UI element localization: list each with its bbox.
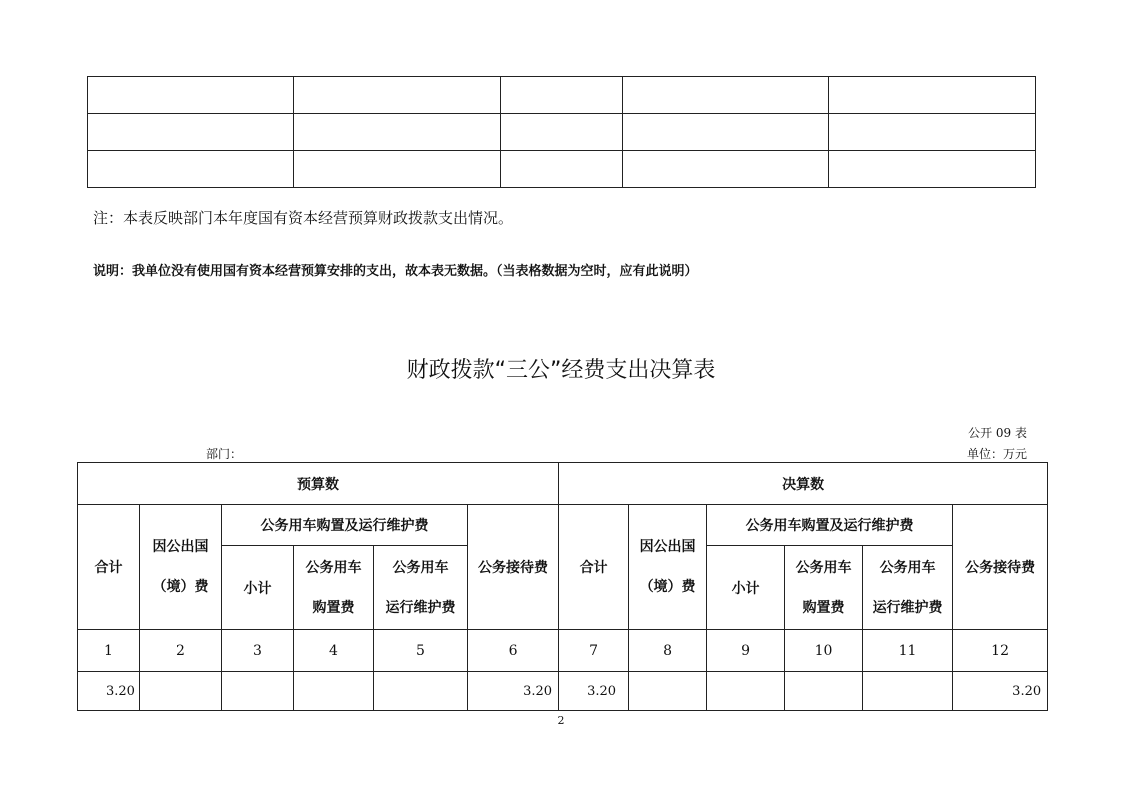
explanation-text: 说明：我单位没有使用国有资本经营预算安排的支出，故本表无数据。（当表格数据为空时，应有此说明） [93, 264, 698, 279]
column-number: 2 [140, 630, 222, 672]
column-number: 12 [953, 630, 1048, 672]
column-number: 4 [294, 630, 374, 672]
value-cell [863, 672, 953, 711]
department-label: 部门： [206, 447, 243, 461]
purchase-line1: 公务用车 [795, 559, 852, 576]
final-header: 决算数 [559, 463, 1048, 505]
value-cell [294, 672, 374, 711]
abroad-header [629, 505, 707, 630]
value-cell: 3.20 [559, 672, 629, 711]
value-cell: 3.20 [953, 672, 1048, 711]
empty-table [87, 76, 1036, 188]
value-cell [629, 672, 707, 711]
value-cell [785, 672, 863, 711]
abroad-line1: 因公出国 [152, 539, 209, 555]
table-row [88, 77, 1036, 114]
vehicle-group-header: 公务用车购置及运行维护费 [222, 505, 468, 546]
header-row [78, 505, 1048, 546]
column-number: 1 [78, 630, 140, 672]
operation-line2: 运行维护费 [385, 599, 456, 616]
abroad-line1: 因公出国 [639, 539, 696, 555]
operation-line1: 公务用车 [392, 559, 449, 576]
operation-header [374, 546, 468, 630]
total-header: 合计 [559, 505, 629, 630]
abroad-line2: （境）费 [152, 579, 209, 595]
reception-header: 公务接待费 [953, 505, 1048, 630]
column-number-row [78, 630, 1048, 672]
column-number: 7 [559, 630, 629, 672]
value-cell [707, 672, 785, 711]
budget-header: 预算数 [78, 463, 559, 505]
form-number: 公开 09 表 [968, 426, 1027, 440]
column-number: 3 [222, 630, 294, 672]
purchase-header [294, 546, 374, 630]
page-title: 财政拨款“三公”经费支出决算表 [406, 358, 716, 383]
column-number: 8 [629, 630, 707, 672]
abroad-line2: （境）费 [639, 579, 696, 595]
table-note: 注：本表反映部门本年度国有资本经营预算财政拨款支出情况。 [93, 209, 514, 227]
purchase-line2: 购置费 [312, 599, 355, 616]
header-row [78, 463, 1048, 505]
value-cell [140, 672, 222, 711]
purchase-line2: 购置费 [802, 599, 845, 616]
column-number: 5 [374, 630, 468, 672]
value-cell: 3.20 [468, 672, 559, 711]
page-number: 2 [557, 714, 565, 727]
column-number: 11 [863, 630, 953, 672]
purchase-header [785, 546, 863, 630]
table-row [88, 151, 1036, 188]
operation-header [863, 546, 953, 630]
operation-line2: 运行维护费 [872, 599, 943, 616]
abroad-header [140, 505, 222, 630]
subtotal-header: 小计 [222, 546, 294, 630]
purchase-line1: 公务用车 [305, 559, 362, 576]
operation-line1: 公务用车 [879, 559, 936, 576]
expenditure-table [77, 462, 1048, 711]
unit-label: 单位：万元 [966, 447, 1027, 461]
value-cell [374, 672, 468, 711]
column-number: 10 [785, 630, 863, 672]
column-number: 6 [468, 630, 559, 672]
subtotal-header: 小计 [707, 546, 785, 630]
column-number: 9 [707, 630, 785, 672]
total-header: 合计 [78, 505, 140, 630]
vehicle-group-header: 公务用车购置及运行维护费 [707, 505, 953, 546]
reception-header: 公务接待费 [468, 505, 559, 630]
value-cell [222, 672, 294, 711]
value-row [78, 672, 1048, 711]
value-cell: 3.20 [78, 672, 140, 711]
table-row [88, 114, 1036, 151]
